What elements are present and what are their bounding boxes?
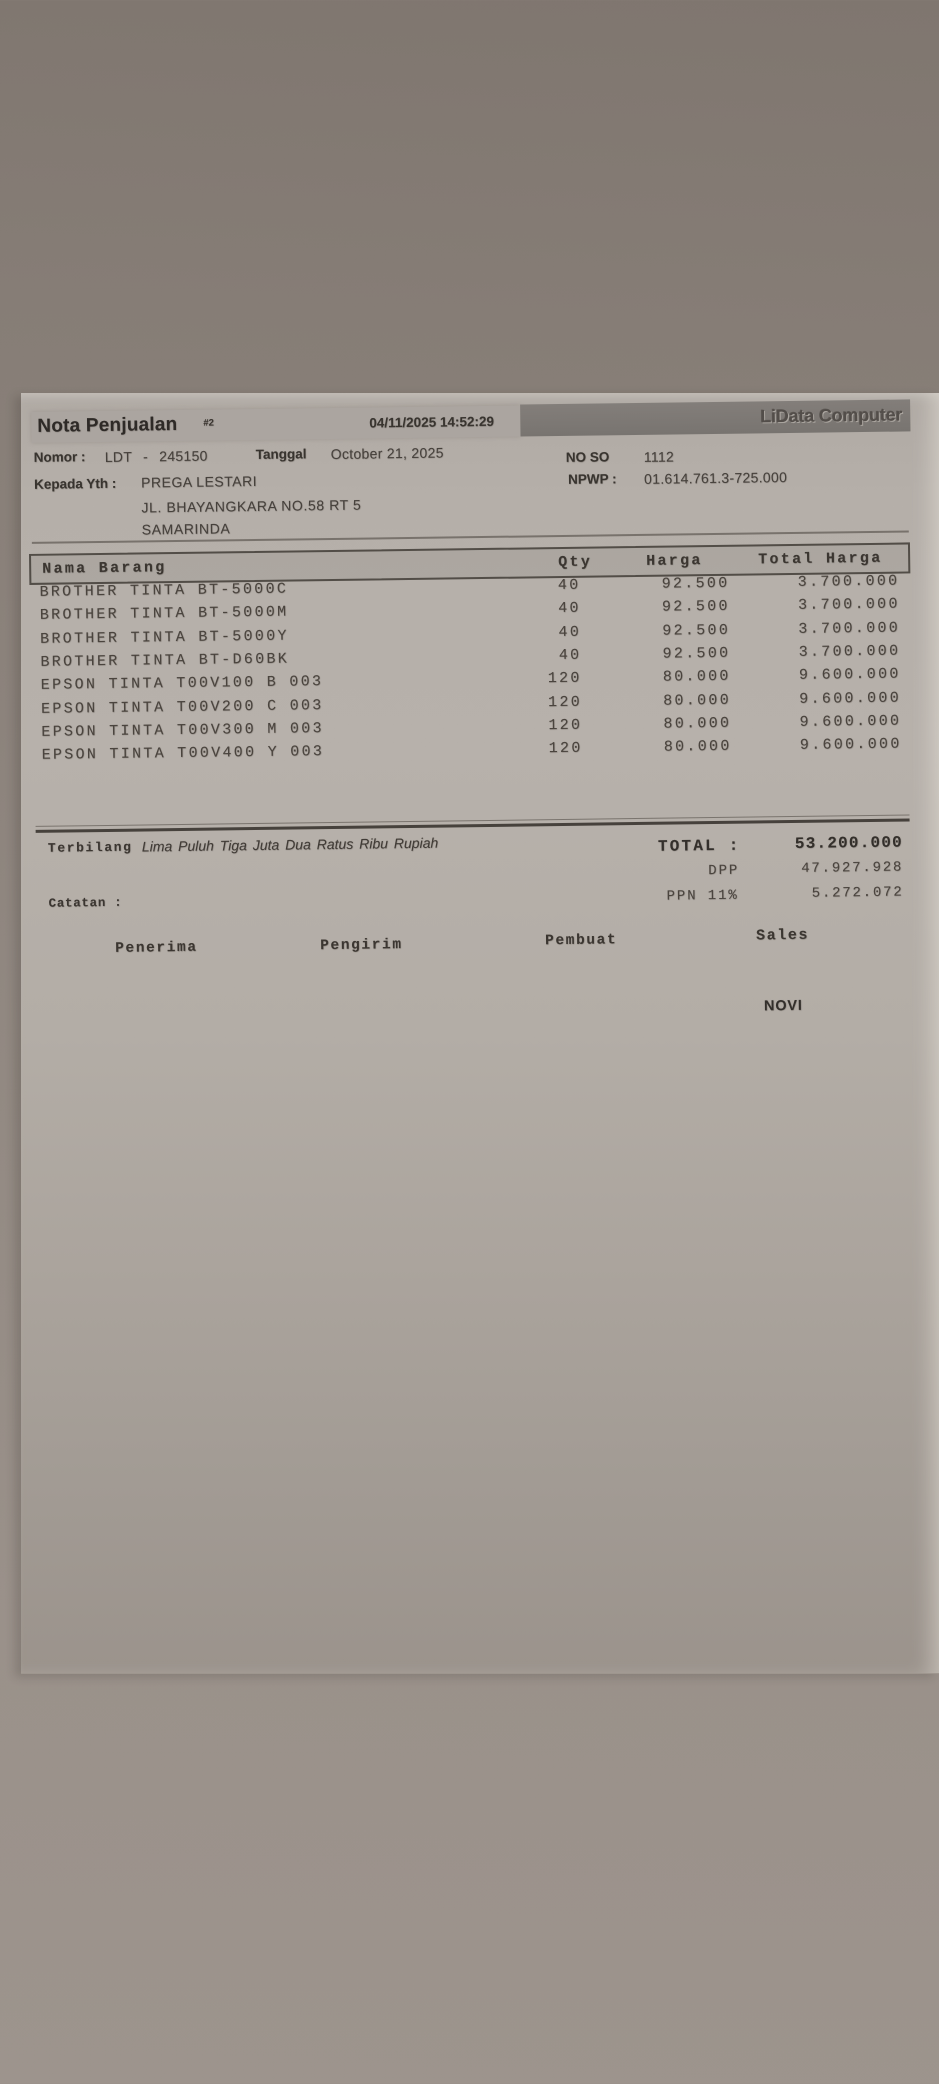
dpp-label: DPP: [708, 862, 740, 880]
item-harga-cell: 80.000: [663, 714, 732, 733]
nomor-value: LDT - 245150: [104, 447, 208, 465]
col-header-nama-barang: Nama Barang: [42, 559, 167, 578]
item-harga-cell: 92.500: [661, 574, 730, 593]
print-datetime: 04/11/2025 14:52:29: [369, 413, 495, 431]
col-header-qty: Qty: [558, 553, 593, 572]
item-harga-cell: 80.000: [663, 737, 732, 756]
signature-pembuat-label: Pembuat: [545, 932, 618, 950]
item-harga-cell: 80.000: [663, 691, 732, 710]
catatan-label: Catatan :: [48, 895, 123, 911]
item-harga-cell: 92.500: [662, 621, 731, 640]
item-total-cell: 3.700.000: [797, 572, 900, 591]
ppn-label: PPN 11%: [666, 887, 739, 905]
item-name-cell: EPSON TINTA T00V300 M 003: [41, 719, 324, 741]
col-header-total-harga: Total Harga: [758, 549, 883, 569]
item-total-cell: 9.600.000: [799, 735, 902, 754]
dpp-value: 47.927.928: [801, 859, 904, 877]
copy-number-mark: #2: [203, 417, 214, 429]
item-name-cell: BROTHER TINTA BT-5000Y: [40, 627, 289, 648]
brand-bar: [520, 399, 910, 436]
item-qty-cell: 120: [548, 716, 583, 734]
item-total-cell: 9.600.000: [798, 665, 901, 685]
ppn-value: 5.272.072: [811, 884, 904, 902]
item-harga-cell: 92.500: [661, 598, 730, 616]
brand-logo: LiData Computer: [760, 404, 903, 427]
item-total-cell: 3.700.000: [798, 642, 901, 661]
item-name-cell: EPSON TINTA T00V100 B 003: [40, 673, 324, 695]
terbilang-value: Lima Puluh Tiga Juta Dua Ratus Ribu Rupiah: [141, 834, 439, 855]
col-header-harga: Harga: [646, 552, 703, 570]
total-label: TOTAL :: [657, 836, 741, 856]
item-name-cell: BROTHER TINTA BT-D60BK: [40, 650, 290, 671]
no-so-value: 1112: [643, 448, 675, 465]
signature-penerima-label: Penerima: [115, 939, 198, 957]
item-name-cell: EPSON TINTA T00V200 C 003: [40, 696, 324, 718]
sales-person-name: NOVI: [763, 997, 803, 1015]
item-qty-cell: 120: [547, 693, 583, 711]
item-harga-cell: 80.000: [662, 667, 731, 686]
signature-pengirim-label: Pengirim: [320, 937, 403, 955]
npwp-value: 01.614.761.3-725.000: [643, 469, 788, 487]
page-title: Nota Penjualan: [37, 414, 178, 437]
npwp-label: NPWP :: [567, 471, 617, 487]
item-qty-cell: 40: [557, 576, 581, 595]
item-total-cell: 3.700.000: [797, 595, 900, 615]
item-name-cell: BROTHER TINTA BT-5000C: [39, 580, 289, 601]
item-qty-cell: 40: [558, 646, 582, 664]
item-harga-cell: 92.500: [662, 644, 731, 663]
nomor-label: Nomor :: [33, 449, 86, 465]
item-qty-cell: 120: [548, 739, 583, 758]
item-total-cell: 3.700.000: [798, 619, 901, 638]
item-name-cell: BROTHER TINTA BT-5000M: [39, 603, 289, 625]
item-qty-cell: 40: [558, 600, 581, 618]
tanggal-label: Tanggal: [255, 446, 307, 462]
customer-address-line1: JL. BHAYANGKARA NO.58 RT 5: [141, 496, 362, 516]
title-highlight-bar: [31, 406, 520, 443]
tanggal-value: October 21, 2025: [330, 444, 444, 463]
item-qty-cell: 40: [558, 623, 582, 641]
item-total-cell: 9.600.000: [799, 712, 902, 731]
item-qty-cell: 120: [547, 669, 582, 688]
customer-address-line2: SAMARINDA: [141, 520, 231, 538]
kepada-label: Kepada Yth :: [34, 475, 117, 492]
signature-sales-label: Sales: [755, 926, 810, 945]
item-total-cell: 9.600.000: [799, 689, 902, 708]
item-name-cell: EPSON TINTA T00V400 Y 003: [41, 743, 325, 764]
total-value: 53.200.000: [794, 833, 903, 853]
customer-name: PREGA LESTARI: [140, 472, 258, 491]
no-so-label: NO SO: [565, 449, 610, 465]
terbilang-label: Terbilang: [47, 839, 133, 856]
